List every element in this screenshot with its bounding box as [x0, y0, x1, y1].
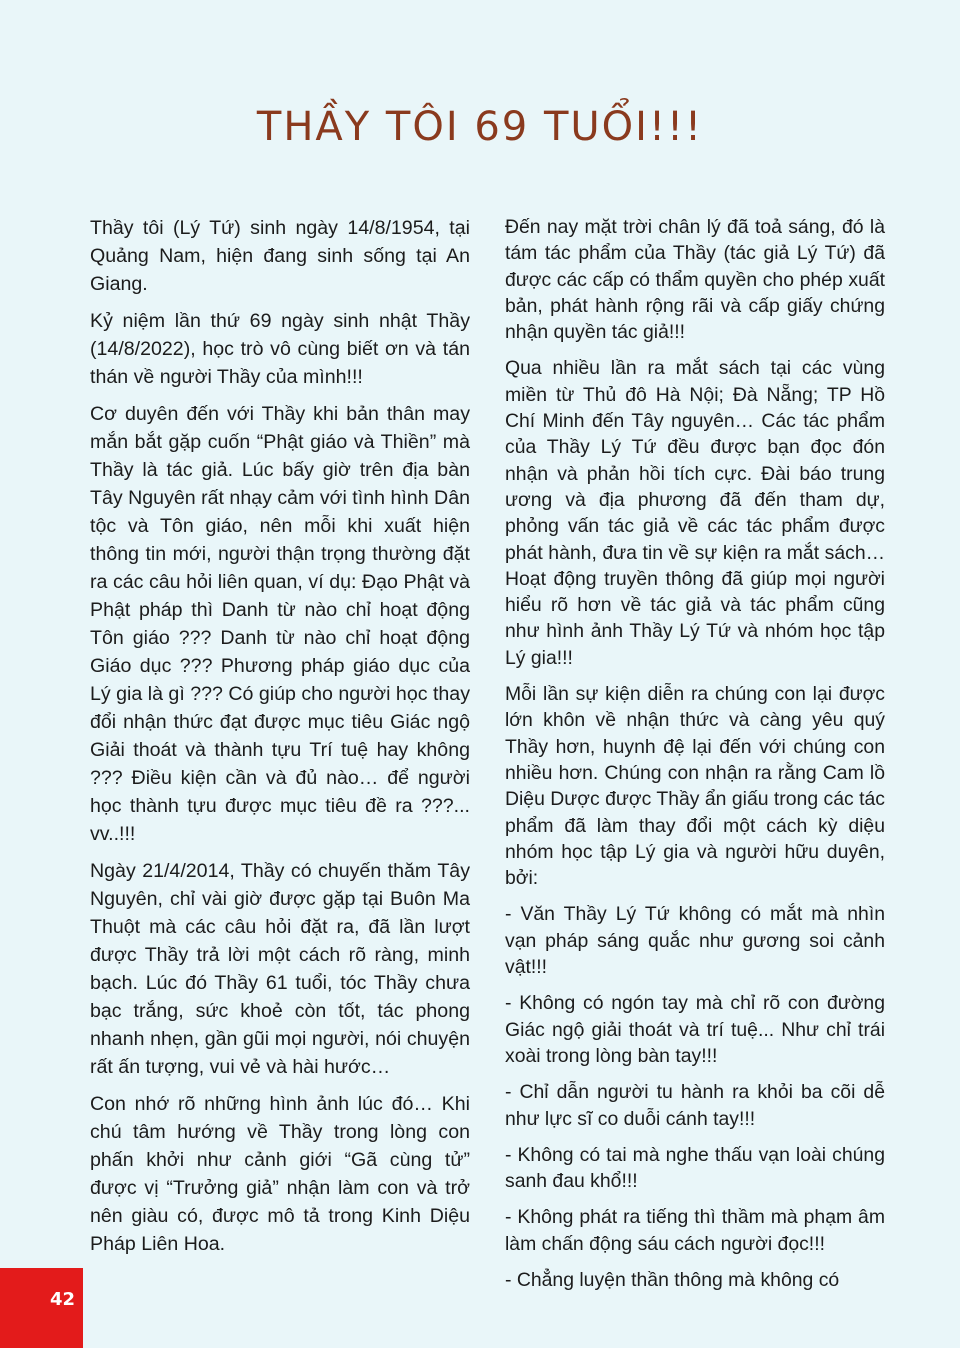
paragraph: Qua nhiều lần ra mắt sách tại các vùng miền từ Thủ đô Hà Nội; Đà Nẵng; TP Hồ Chí Minh đến Tây nguyên… Các tác phẩm của Thầy Lý Tứ đều được bạn đọc đón nhận và phản hồi tích cực. Đài báo trung ương và địa phương đã đến tham dự, phỏng vấn tác giả về các tác phẩm được phát hành, đưa tin về sự kiện ra mắt sách… Hoạt động truyền thông đã giúp mọi người hiểu rõ hơn về tác giả và tác phẩm cũng như hình ảnh Thầy Lý Tứ và nhóm học tập Lý gia!!!	[505, 357, 885, 669]
left-column	[90, 214, 470, 1267]
right-column	[505, 214, 885, 1303]
paragraph: Đến nay mặt trời chân lý đã toả sáng, đó là tám tác phẩm của Thầy (tác giả Lý Tứ) đã được các cấp có thẩm quyền cho phép xuất bản, phát hành rộng rãi và cấp giấy chứng nhận quyền tác giả!!!	[505, 216, 885, 344]
list-item: - Chẳng luyện thần thông mà không có	[505, 1268, 840, 1291]
list-item: - Chỉ dẫn người tu hành ra khỏi ba cõi dễ như lực sĩ co duỗi cánh tay!!!	[505, 1081, 885, 1130]
list-item: - Không có ngón tay mà chỉ rõ con đường Giác ngộ giải thoát và trí tuệ... Như chỉ trái xoài trong lòng bàn tay!!!	[505, 992, 885, 1067]
page-title: THẦY TÔI 69 TUỔI!!!	[256, 104, 704, 150]
list-item: - Không có tai mà nghe thấu vạn loài chúng sanh đau khổ!!!	[505, 1143, 885, 1193]
paragraph: Mỗi lần sự kiện diễn ra chúng con lại được lớn khôn về nhận thức và càng yêu quý Thầy hơn, huynh đệ lại đến với chúng con nhiều hơn. Chúng con nhận ra rằng Cam lồ Diệu Dược được Thầy ẩn giấu trong các tác phẩm đã làm thay đổi một cách kỳ diệu nhóm học tập Lý gia và người hữu duyên, bởi:	[505, 683, 885, 890]
list-item: - Không phát ra tiếng thì thầm mà phạm âm làm chấn động sáu cách người đọc!!!	[505, 1206, 885, 1255]
paragraph: Thầy tôi (Lý Tứ) sinh ngày 14/8/1954, tại Quảng Nam, hiện đang sinh sống tại An Giang.	[90, 217, 470, 295]
paragraph: Cơ duyên đến với Thầy khi bản thân may mắn bắt gặp cuốn “Phật giáo và Thiền” mà Thầy là tác giả. Lúc bấy giờ trên địa bàn Tây Nguyên rất nhạy cảm với tình hình Dân tộc và Tôn giáo, nên mỗi khi xuất hiện thông tin mới, người thận trọng thường đặt ra các câu hỏi liên quan, ví dụ: Đạo Phật và Phật pháp thì Danh từ nào chỉ hoạt động Tôn giáo ??? Danh từ nào chỉ hoạt động Giáo dục ??? Phương pháp giáo dục của Lý gia là gì ??? Có giúp cho người học thay đổi nhận thức đạt được mục tiêu Giác ngộ Giải thoát và thành tựu Trí tuệ hay không ??? Điều kiện cần và đủ nào… để người học thành tựu được mục tiêu đề ra ???... vv..!!!	[90, 403, 470, 845]
paragraph: Kỷ niệm lần thứ 69 ngày sinh nhật Thầy (14/8/2022), học trò vô cùng biết ơn và tán thán về người Thầy của mình!!!	[90, 310, 470, 388]
paragraph: Ngày 21/4/2014, Thầy có chuyến thăm Tây Nguyên, chỉ vài giờ được gặp tại Buôn Ma Thuột mà các câu hỏi đặt ra, đã lần lượt được Thầy trả lời một cách rõ ràng, minh bạch. Lúc đó Thầy 61 tuổi, tóc Thầy chưa bạc trắng, sức khoẻ còn tốt, tác phong nhanh nhẹn, gần gũi mọi người, nói chuyện rất ấn tượng, vui vẻ và hài hước…	[90, 860, 470, 1078]
list-item: - Văn Thầy Lý Tứ không có mắt mà nhìn vạn pháp sáng quắc như gương soi cảnh vật!!!	[505, 903, 885, 979]
page-number: 42	[50, 1289, 76, 1310]
paragraph: Con nhớ rõ những hình ảnh lúc đó… Khi chú tâm hướng về Thầy trong lòng con phấn khởi như cảnh giới “Gã cùng tử” được vị “Trưởng giả” nhận làm con và trở nên giàu có, được mô tả trong Kinh Diệu Pháp Liên Hoa.	[90, 1093, 470, 1255]
